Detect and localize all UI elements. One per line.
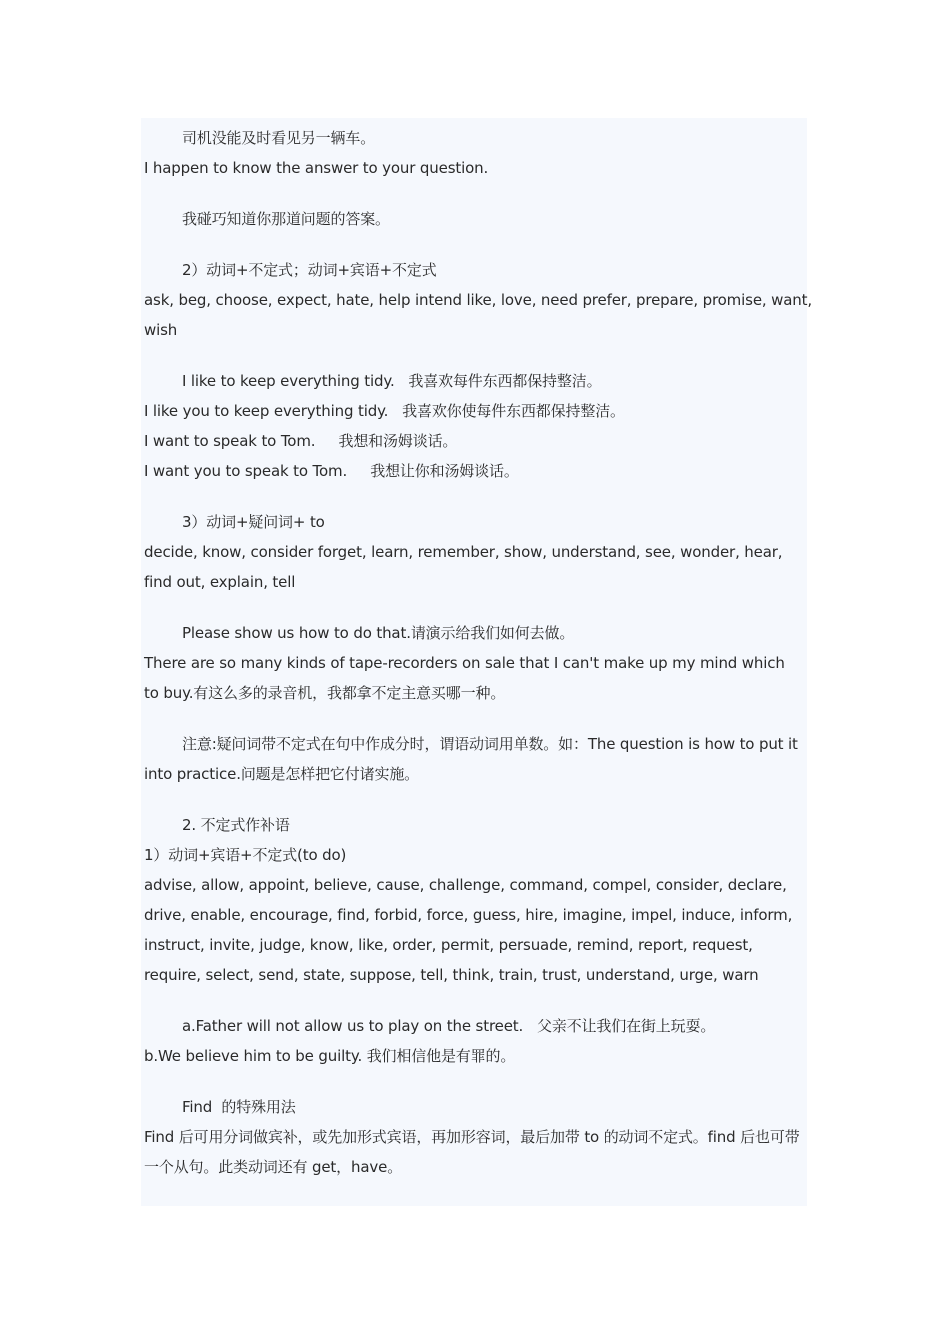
example-sentence: I like you to keep everything tidy. 我喜欢你使每件东西都保持整洁。: [144, 402, 625, 420]
example-translation: 我碰巧知道你那道问题的答案。: [182, 210, 390, 228]
example-sentence: I happen to know the answer to your question.: [144, 159, 489, 177]
section-heading: 3）动词+疑问词+ to: [182, 513, 325, 531]
document-body: [144, 118, 812, 1182]
example-sentence: I like to keep everything tidy. 我喜欢每件东西都保持整洁。: [182, 372, 602, 390]
example-sentence: I want to speak to Tom. 我想和汤姆谈话。: [144, 432, 458, 450]
section-heading: 2. 不定式作补语: [182, 816, 290, 834]
example-sentence: Please show us how to do that.请演示给我们如何去做。: [182, 624, 575, 642]
example-sentence: a.Father will not allow us to play on the street. 父亲不让我们在街上玩耍。: [182, 1017, 716, 1035]
example-sentence: I want you to speak to Tom. 我想让你和汤姆谈话。: [144, 462, 519, 480]
example-sentence: b.We believe him to be guilty. 我们相信他是有罪的。: [144, 1047, 516, 1065]
section-heading: 2）动词+不定式；动词+宾语+不定式: [182, 261, 437, 279]
note-paragraph: 注意:疑问词带不定式在句中作成分时，谓语动词用单数。如：The question is how to put it into practice.问题是怎样把它付诸实施。: [144, 735, 798, 783]
example-sentence: There are so many kinds of tape-recorders on sale that I can't make up my mind which to buy.有这么多的录音机，我都拿不定主意买哪一种。: [144, 654, 785, 702]
explanation-paragraph: Find 后可用分词做宾补，或先加形式宾语，再加形容词，最后加带 to 的动词不定式。find 后也可带一个从句。此类动词还有 get，have。: [144, 1128, 800, 1176]
verb-list: advise, allow, appoint, believe, cause, challenge, command, compel, consider, declare, drive, enable, encourage, find, forbid, force, guess, hire, imagine, impel, induce, inform, instruct, invite, judge, know, like, order, permit, persuade, remind, report, request, require, select, send, state, suppose, tell, think, train, trust, understand, urge, warn: [144, 876, 793, 984]
verb-list: ask, beg, choose, expect, hate, help intend like, love, need prefer, prepare, promise, want, wish: [144, 291, 813, 339]
section-heading: Find 的特殊用法: [182, 1098, 296, 1116]
verb-list: decide, know, consider forget, learn, remember, show, understand, see, wonder, hear, find out, explain, tell: [144, 543, 783, 591]
subsection-heading: 1）动词+宾语+不定式(to do): [144, 846, 347, 864]
example-translation: 司机没能及时看见另一辆车。: [182, 129, 376, 147]
